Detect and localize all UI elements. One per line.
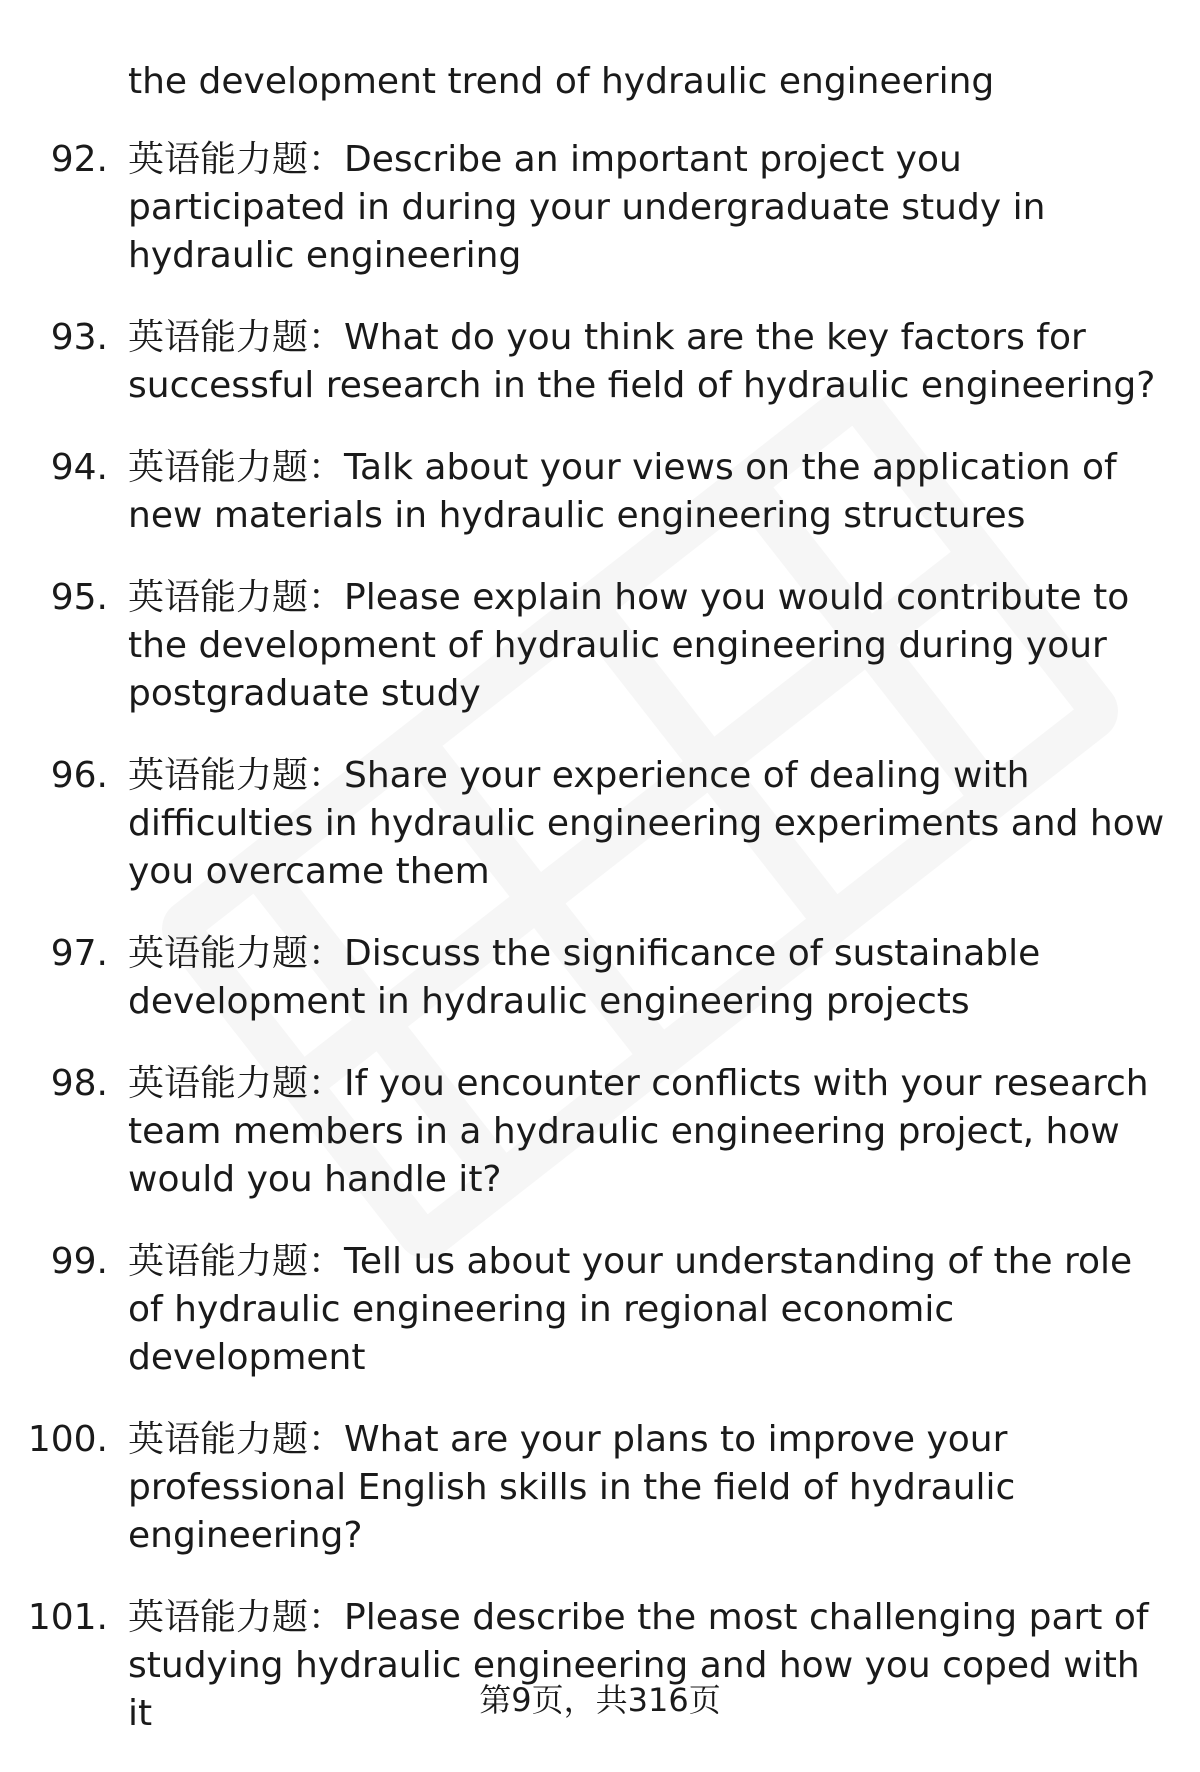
question-number: 95. bbox=[50, 577, 108, 618]
question-number: 92. bbox=[50, 139, 108, 180]
question-item bbox=[0, 930, 1200, 1026]
question-item bbox=[0, 314, 1200, 410]
question-text: 英语能力题：If you encounter conflicts with your research team members in a hydraulic engineering project, how would you handle it? bbox=[128, 1063, 1149, 1200]
question-text: 英语能力题：What do you think are the key factors for successful research in the field of hydraulic engineering? bbox=[128, 317, 1156, 406]
continuation-text: the development trend of hydraulic engineering bbox=[128, 61, 995, 102]
question-item bbox=[0, 136, 1200, 280]
question-item bbox=[0, 574, 1200, 718]
question-text: 英语能力题：Please describe the most challenging part of studying hydraulic engineering and how you coped with it bbox=[128, 1597, 1149, 1734]
question-number: 101. bbox=[27, 1597, 108, 1638]
question-text: 英语能力题：What are your plans to improve your professional English skills in the field of hydraulic engineering? bbox=[128, 1419, 1016, 1556]
question-text: 英语能力题：Please explain how you would contribute to the development of hydraulic engineering during your postgraduate study bbox=[128, 577, 1130, 714]
page-footer: 第9页，共316页 bbox=[479, 1681, 721, 1719]
question-list bbox=[0, 136, 1200, 1772]
question-text: 英语能力题：Tell us about your understanding of the role of hydraulic engineering in regional economic development bbox=[128, 1241, 1133, 1378]
question-item bbox=[0, 1238, 1200, 1382]
question-number: 100. bbox=[27, 1419, 108, 1460]
question-item bbox=[0, 1060, 1200, 1204]
question-text: 英语能力题：Describe an important project you participated in during your undergraduate study in hydraulic engineering bbox=[128, 139, 1046, 276]
question-number: 93. bbox=[50, 317, 108, 358]
question-number: 98. bbox=[50, 1063, 108, 1104]
question-text: 英语能力题：Talk about your views on the application of new materials in hydraulic engineering structures bbox=[128, 447, 1117, 536]
question-text: 英语能力题：Discuss the significance of sustainable development in hydraulic engineering projects bbox=[128, 933, 1041, 1022]
question-number: 96. bbox=[50, 755, 108, 796]
question-item bbox=[0, 444, 1200, 540]
question-text: 英语能力题：Share your experience of dealing with difficulties in hydraulic engineering experiments and how you overcame them bbox=[128, 755, 1165, 892]
question-number: 99. bbox=[50, 1241, 108, 1282]
question-number: 97. bbox=[50, 933, 108, 974]
question-item bbox=[0, 1416, 1200, 1560]
question-item bbox=[0, 752, 1200, 896]
question-number: 94. bbox=[50, 447, 108, 488]
